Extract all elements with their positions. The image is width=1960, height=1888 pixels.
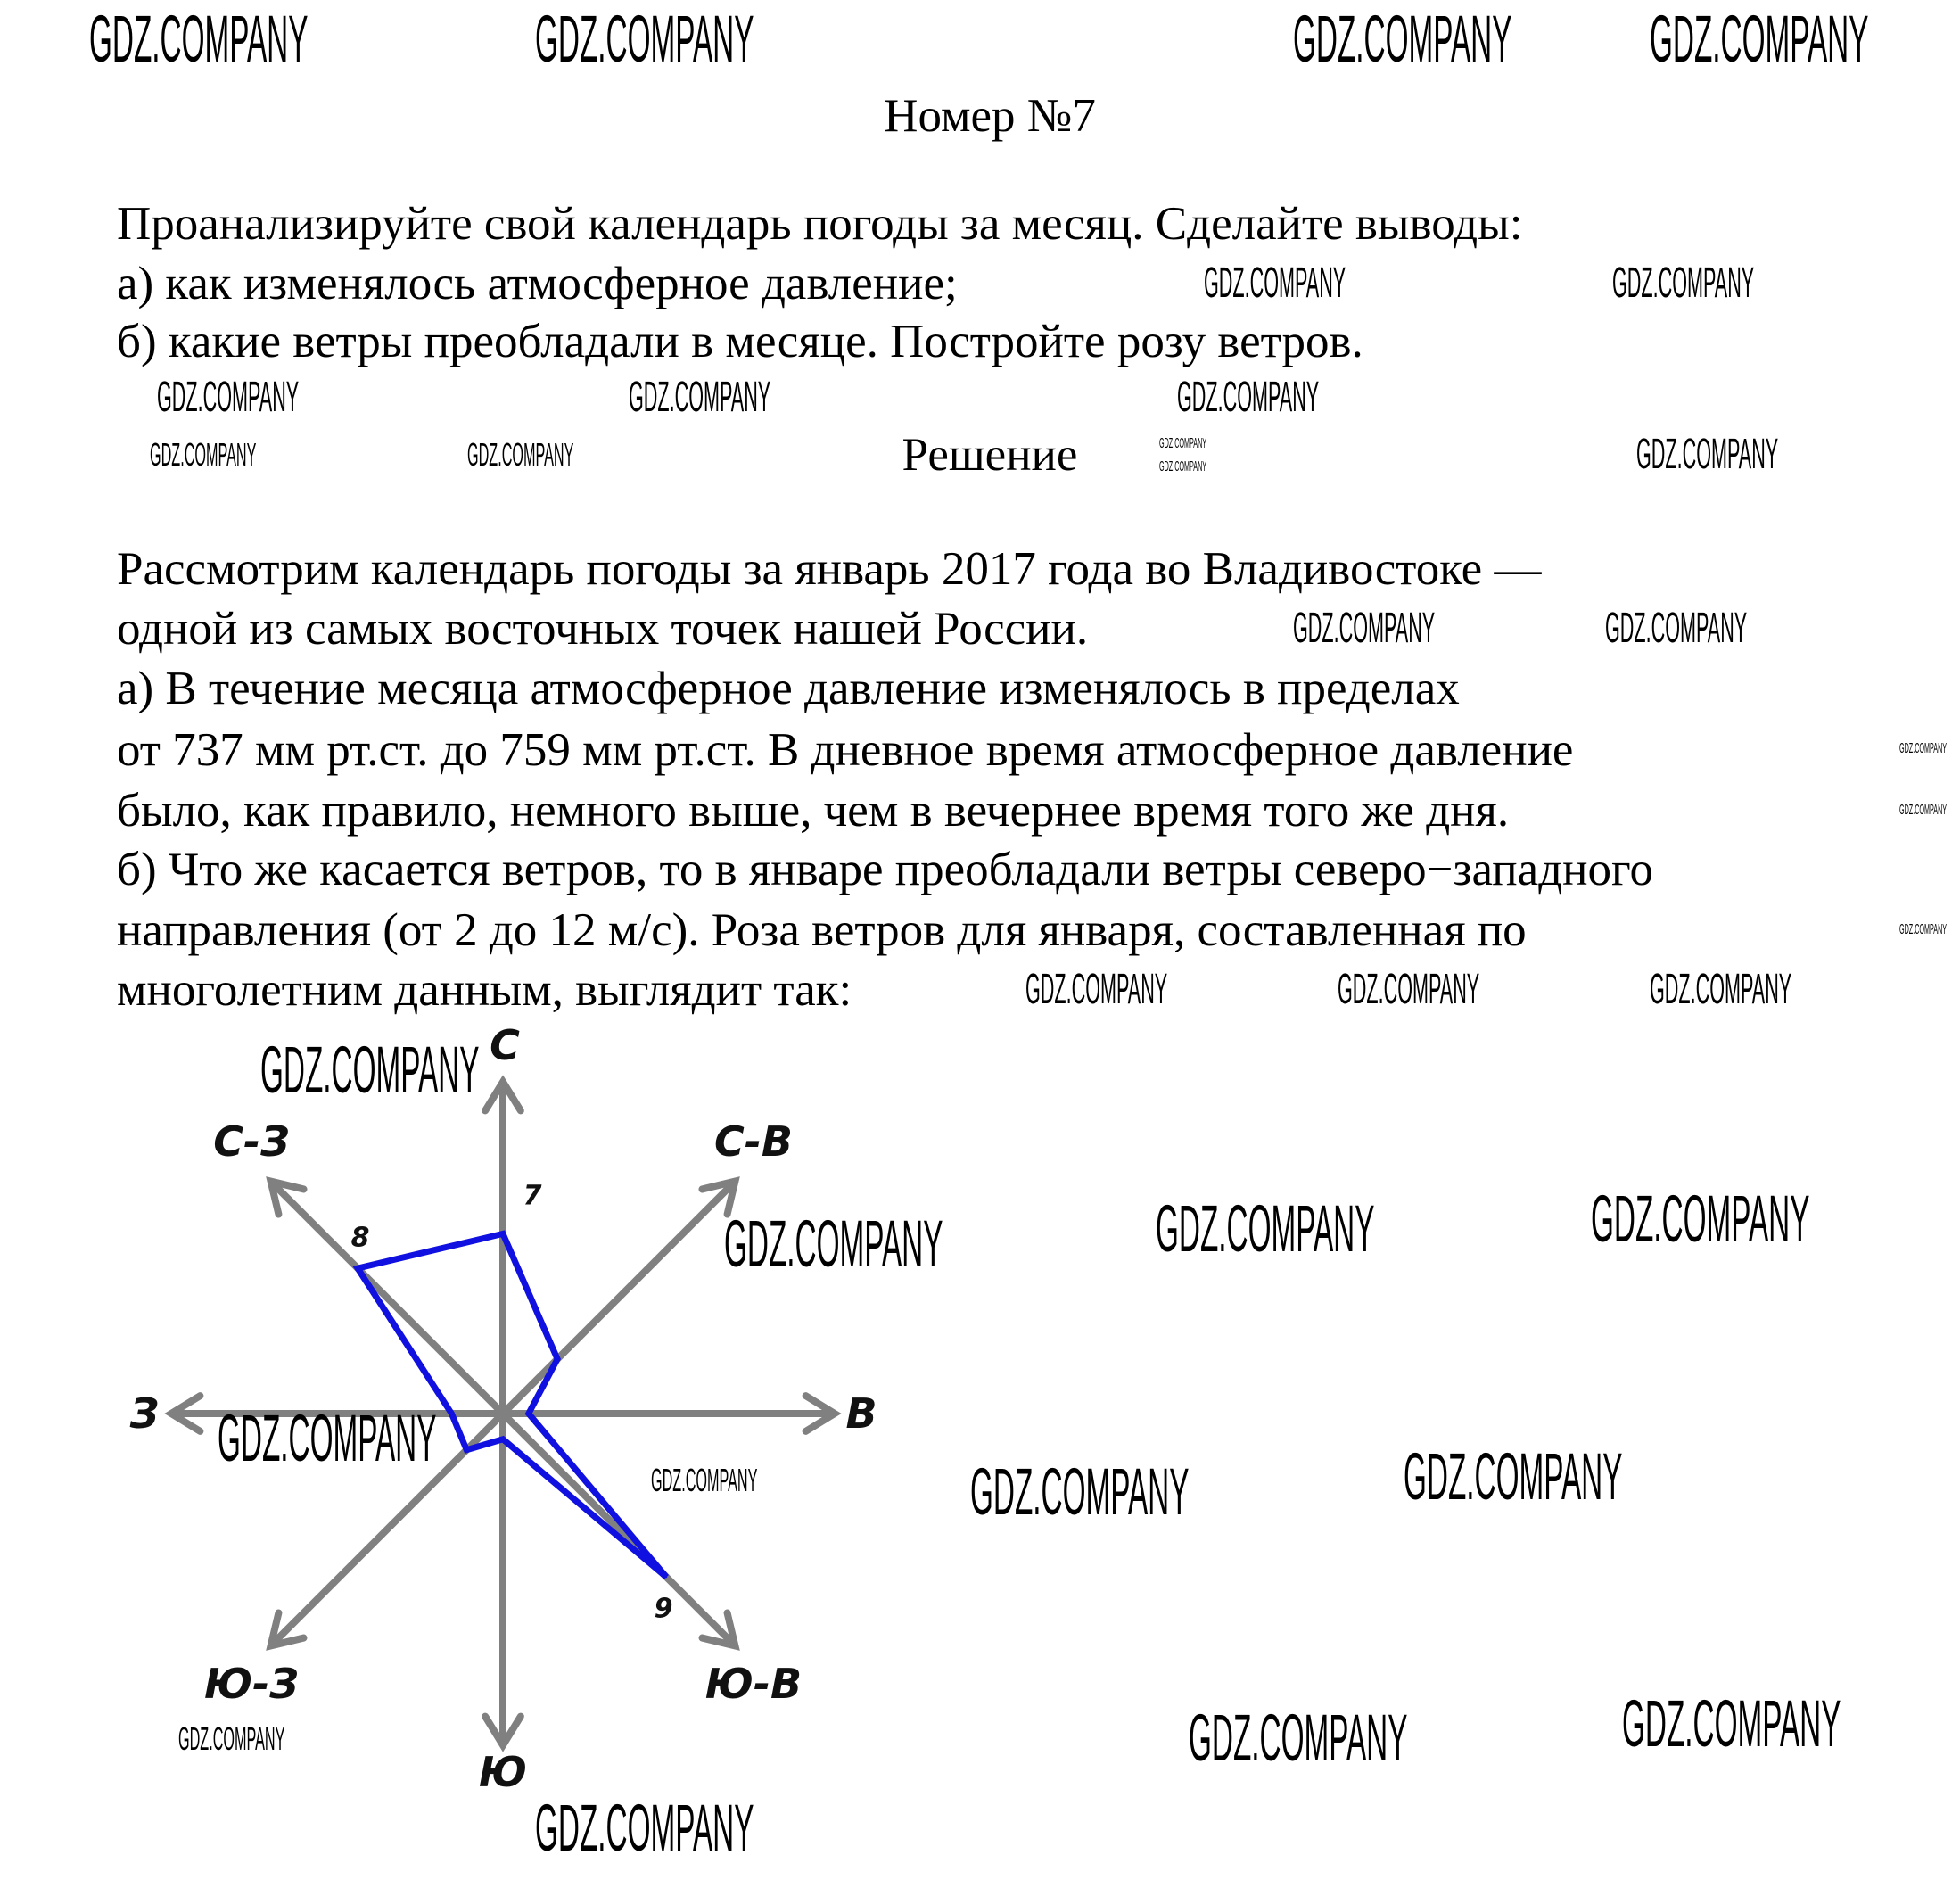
watermark: GDZ.COMPANY (157, 374, 300, 421)
watermark: GDZ.COMPANY (1591, 1182, 1810, 1256)
value-label: 8 (350, 1222, 370, 1254)
watermark: GDZ.COMPANY (89, 2, 309, 76)
direction-label: Ю-В (704, 1660, 803, 1708)
watermark: GDZ.COMPANY (178, 1720, 285, 1757)
watermark: GDZ.COMPANY (535, 1791, 754, 1865)
watermark: GDZ.COMPANY (150, 436, 257, 473)
axis-1 (503, 1182, 735, 1414)
watermark: GDZ.COMPANY (467, 436, 574, 473)
watermark: GDZ.COMPANY (1293, 605, 1436, 652)
data-point-7 (357, 1267, 358, 1269)
value-label: 9 (654, 1593, 673, 1625)
watermark: GDZ.COMPANY (1636, 431, 1779, 478)
page-title: Номер №7 (884, 90, 1096, 142)
task-line: Проанализируйте свой календарь погоды за месяц. Сделайте выводы: (117, 198, 1523, 250)
data-point-6 (450, 1413, 452, 1414)
direction-label: С-З (213, 1117, 290, 1166)
watermark: GDZ.COMPANY (1899, 922, 1948, 937)
axis-7 (271, 1182, 503, 1414)
direction-label: С-В (714, 1117, 793, 1166)
watermark: GDZ.COMPANY (629, 374, 771, 421)
direction-label: Ю (479, 1748, 527, 1796)
task-line: б) какие ветры преобладали в месяце. Постройте розу ветров. (117, 316, 1363, 367)
solution-line: от 737 мм рт.ст. до 759 мм рт.ст. В дневное время атмосферное давление (117, 724, 1574, 776)
solution-line: а) В течение месяца атмосферное давление изменялось в пределах (117, 663, 1460, 714)
data-point-5 (465, 1449, 467, 1451)
solution-line: направления (от 2 до 12 м/с). Роза ветров для января, составленная по (117, 904, 1527, 956)
watermark: GDZ.COMPANY (1177, 374, 1320, 421)
solution-line: одной из самых восточных точек нашей России. (117, 603, 1089, 655)
data-point-0 (502, 1233, 504, 1234)
watermark: GDZ.COMPANY (1159, 459, 1207, 474)
watermark: GDZ.COMPANY (651, 1462, 758, 1498)
watermark: GDZ.COMPANY (260, 1033, 480, 1107)
solution-heading: Решение (902, 429, 1078, 481)
watermark: GDZ.COMPANY (1025, 966, 1168, 1013)
watermark: GDZ.COMPANY (1899, 803, 1948, 818)
watermark: GDZ.COMPANY (1189, 1701, 1408, 1775)
axis-3 (503, 1414, 735, 1645)
watermark: GDZ.COMPANY (1338, 966, 1480, 1013)
watermark: GDZ.COMPANY (1404, 1439, 1623, 1513)
solution-line: многолетним данным, выглядит так: (117, 964, 852, 1016)
watermark: GDZ.COMPANY (1899, 741, 1948, 756)
data-point-1 (556, 1358, 558, 1360)
watermark: GDZ.COMPANY (1622, 1686, 1841, 1760)
direction-label: В (845, 1389, 877, 1438)
watermark: GDZ.COMPANY (1159, 436, 1207, 451)
watermark: GDZ.COMPANY (535, 2, 754, 76)
watermark: GDZ.COMPANY (1650, 966, 1792, 1013)
solution-line: Рассмотрим календарь погоды за январь 2017 года во Владивостоке — (117, 543, 1542, 595)
data-point-4 (502, 1439, 504, 1440)
watermark: GDZ.COMPANY (1293, 2, 1512, 76)
watermark: GDZ.COMPANY (1605, 605, 1748, 652)
direction-label: Ю-З (204, 1660, 299, 1708)
watermark: GDZ.COMPANY (218, 1401, 437, 1475)
value-label: 7 (523, 1180, 542, 1212)
direction-label: З (129, 1389, 160, 1438)
watermark: GDZ.COMPANY (1612, 260, 1755, 307)
data-point-2 (528, 1413, 530, 1414)
direction-label: С (490, 1021, 520, 1069)
solution-line: б) Что же касается ветров, то в январе преобладали ветры северо−западного (117, 844, 1653, 895)
watermark: GDZ.COMPANY (1204, 260, 1346, 307)
solution-line: было, как правило, немного выше, чем в вечернее время того же дня. (117, 785, 1510, 837)
watermark: GDZ.COMPANY (1156, 1191, 1375, 1266)
data-point-3 (665, 1576, 667, 1578)
task-line: а) как изменялось атмосферное давление; (117, 258, 958, 309)
watermark: GDZ.COMPANY (724, 1207, 943, 1281)
watermark: GDZ.COMPANY (970, 1455, 1190, 1529)
watermark: GDZ.COMPANY (1650, 2, 1869, 76)
